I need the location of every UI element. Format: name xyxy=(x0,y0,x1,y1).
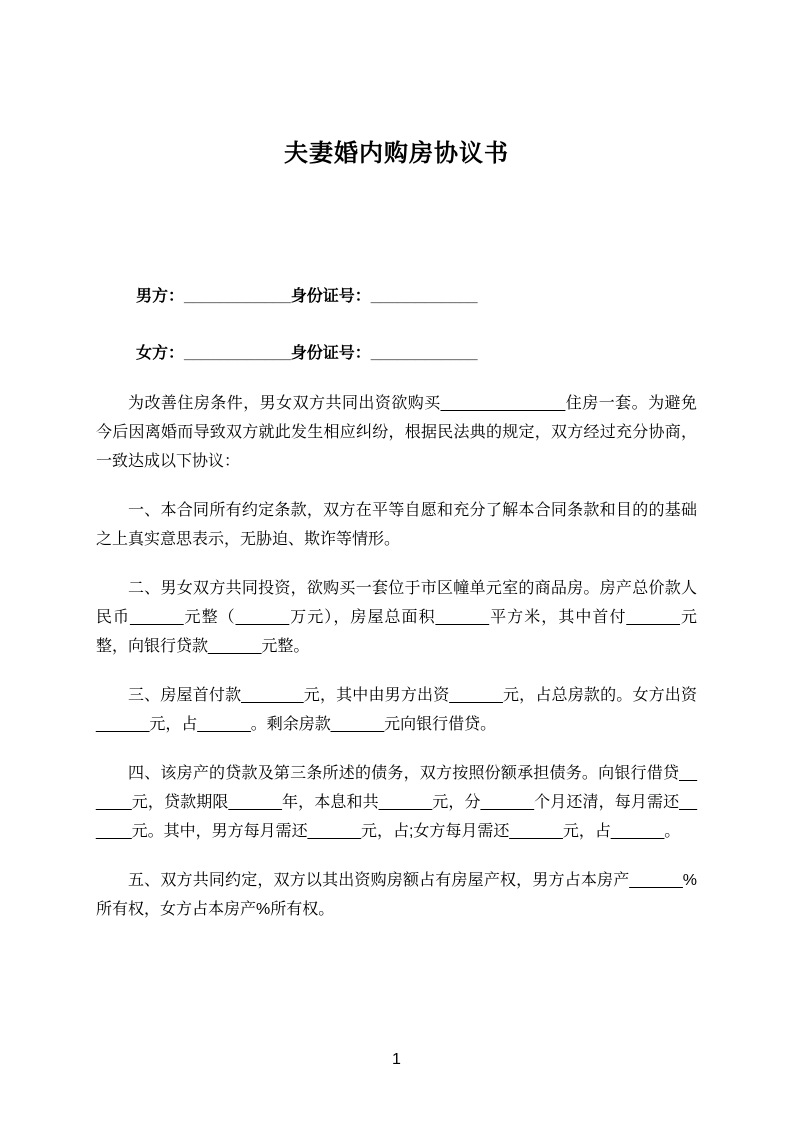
clause-1: 一、本合同所有约定条款，双方在平等自愿和充分了解本合同条款和目的的基础之上真实意思表示，无胁迫、欺诈等情形。 xyxy=(96,502,697,548)
document-content xyxy=(96,0,697,944)
party-line-husband: 男方：____________身份证号：____________ xyxy=(136,288,478,305)
intro-paragraph: 为改善住房条件，男女双方共同出资欲购买______________住房一套。为避免今后因离婚而导致双方就此发生相应纠纷，根据民法典的规定，双方经过充分协商，一致达成以下协议： xyxy=(96,395,697,470)
clause-2: 二、男女双方共同投资，欲购买一套位于市区幢单元室的商品房。房产总价款人民币______元整（______万元），房屋总面积______平方米，其中首付______元整，向银行贷款______元整。 xyxy=(96,580,697,655)
document-title: 夫妻婚内购房协议书 xyxy=(284,140,509,167)
party-line-wife: 女方：____________身份证号：____________ xyxy=(136,345,478,362)
clause-5: 五、双方共同约定，双方以其出资购房额占有房屋产权，男方占本房产______%所有权，女方占本房产%所有权。 xyxy=(96,872,697,918)
page-number: 1 xyxy=(392,1051,401,1068)
clause-4: 四、该房产的贷款及第三条所述的债务，双方按照份额承担债务。向银行借贷______元，贷款期限______年，本息和共______元，分______个月还清，每月需还______元。其中，男方每月需还______元，占;女方每月需还______元，占______。 xyxy=(96,765,697,840)
clause-3: 三、房屋首付款_______元，其中由男方出资______元，占总房款的。女方出资______元，占______。剩余房款______元向银行借贷。 xyxy=(96,687,697,733)
